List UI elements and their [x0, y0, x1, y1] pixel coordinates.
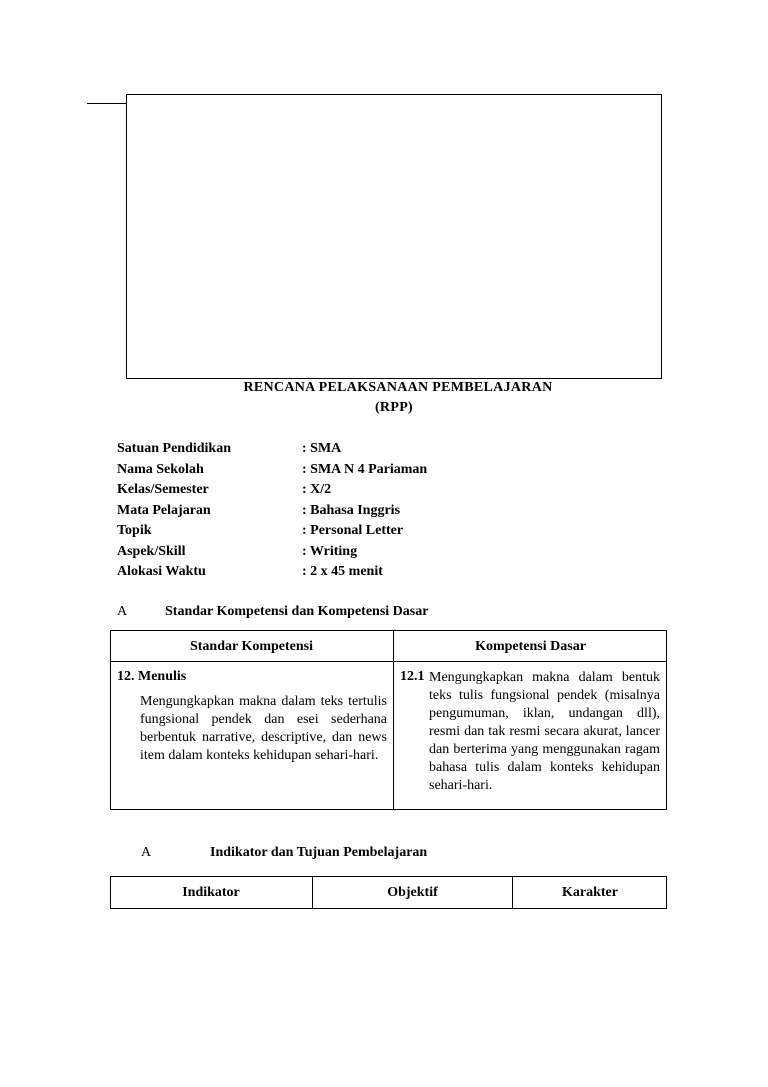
- kd-number: 12.1: [400, 669, 425, 684]
- identity-label: Kelas/Semester: [117, 482, 209, 497]
- document-subtitle: (RPP): [374, 400, 414, 415]
- identity-label: Alokasi Waktu: [117, 564, 206, 579]
- blank-frame: [126, 94, 662, 379]
- identity-value: : Personal Letter: [302, 523, 404, 538]
- table-header-divider: [110, 661, 667, 662]
- identity-value: : X/2: [302, 482, 332, 497]
- identity-value: : 2 x 45 menit: [302, 564, 383, 579]
- identity-label: Aspek/Skill: [117, 544, 186, 559]
- identity-label: Topik: [117, 523, 152, 538]
- identity-value: : SMA: [302, 441, 342, 456]
- identity-value: : Writing: [302, 544, 358, 559]
- header-indikator: Indikator: [182, 885, 240, 900]
- header-standar-kompetensi: Standar Kompetensi: [189, 639, 314, 654]
- header-kompetensi-dasar: Kompetensi Dasar: [475, 639, 586, 654]
- header-objektif: Objektif: [387, 885, 438, 900]
- section-a-title: Standar Kompetensi dan Kompetensi Dasar: [165, 604, 429, 619]
- identity-value: : SMA N 4 Pariaman: [302, 462, 428, 477]
- document-title: RENCANA PELAKSANAAN PEMBELAJARAN: [243, 380, 553, 395]
- table-column-divider: [393, 630, 394, 810]
- section-a-letter: A: [117, 604, 128, 619]
- sk-number-title: 12. Menulis: [117, 669, 187, 684]
- kd-text: Mengungkapkan makna dalam bentuk teks tulis fungsional pendek (misalnya pengumuman, iklan, undangan dll), resmi dan tak resmi secara akurat, lancer dan berterima yang menggunakan ragam bahasa tulis dalam konteks kehidupan sehari-hari.: [429, 670, 660, 793]
- identity-label: Nama Sekolah: [117, 462, 204, 477]
- left-margin-rule: [87, 103, 127, 104]
- identity-label: Mata Pelajaran: [117, 503, 211, 518]
- section-b-letter: A: [141, 845, 152, 860]
- identity-label: Satuan Pendidikan: [117, 441, 231, 456]
- section-b-title: Indikator dan Tujuan Pembelajaran: [210, 845, 428, 860]
- header-karakter: Karakter: [562, 885, 618, 900]
- identity-value: : Bahasa Inggris: [302, 503, 401, 518]
- sk-text: Mengungkapkan makna dalam teks tertulis fungsional pendek dan esei sederhana berbentuk narrative, descriptive, dan news item dalam konteks kehidupan sehari-hari.: [140, 694, 387, 763]
